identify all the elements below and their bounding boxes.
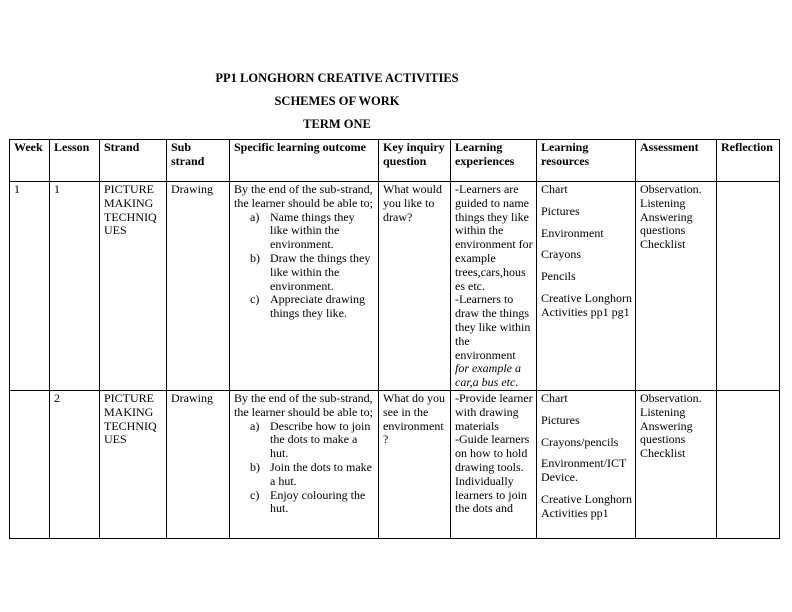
- assessment-item: Answering questions: [640, 418, 693, 447]
- table-row: [10, 390, 780, 538]
- resource-item: Chart: [541, 182, 568, 196]
- resource-item: Chart: [541, 390, 568, 405]
- resource-item: Crayons: [541, 247, 581, 262]
- experience-text: -Learners are guided to name things they like within the environment for example trees,cars,hous es etc.: [455, 182, 533, 293]
- outcome-item: Join the dots to make a hut.: [270, 459, 372, 488]
- reflection-cell: [717, 390, 780, 538]
- header-outcome: Specific learning outcome: [230, 140, 379, 182]
- header-assessment: Assessment: [636, 140, 717, 182]
- sub-strand-cell: Drawing: [167, 390, 230, 538]
- document-title: PP1 LONGHORN CREATIVE ACTIVITIES: [215, 71, 459, 85]
- question-cell: What would you like to draw?: [379, 182, 451, 391]
- experience-text: -Guide learners on how to hold drawing tools. Individually learners to join the dots and: [455, 432, 530, 516]
- resources-cell: [537, 390, 636, 538]
- outcome-item: Describe how to join the dots to make a hut.: [270, 418, 371, 461]
- week-cell: [10, 390, 50, 538]
- assessment-item: Observation.: [640, 182, 702, 196]
- outcome-cell: [230, 182, 379, 391]
- assessment-item: Observation.: [640, 390, 702, 405]
- header-question: Key inquiry question: [379, 140, 451, 182]
- resource-item: Environment: [541, 225, 604, 240]
- outcome-cell: [230, 390, 379, 538]
- header-resources: Learning resources: [537, 140, 636, 182]
- term-heading: TERM ONE: [303, 117, 371, 131]
- outcome-intro: By the end of the sub-strand, the learner should be able to;: [234, 390, 373, 419]
- document-subtitle: SCHEMES OF WORK: [274, 94, 400, 108]
- header-row: [10, 140, 780, 182]
- outcome-list: [234, 211, 375, 321]
- reflection-cell: [717, 182, 780, 391]
- resource-item: Crayons/pencils: [541, 434, 619, 449]
- resource-item: Creative Longhorn Activities pp1: [541, 491, 632, 520]
- outcome-item: Draw the things they like within the environment.: [270, 250, 371, 293]
- outcome-intro: By the end of the sub-strand, the learner should be able to;: [234, 182, 373, 210]
- experience-text: -Provide learner with drawing materials: [455, 390, 533, 433]
- experiences-cell: [451, 390, 537, 538]
- lesson-cell: 2: [50, 390, 100, 538]
- strand-cell: PICTURE MAKING TECHNIQ UES: [100, 390, 167, 538]
- resource-item: Pictures: [541, 203, 580, 218]
- resource-item: Pictures: [541, 412, 580, 427]
- assessment-item: Listening: [640, 195, 686, 210]
- lesson-cell: 1: [50, 182, 100, 391]
- resources-cell: [537, 182, 636, 391]
- outcome-item: Name things they like within the environment.: [270, 209, 355, 252]
- week-cell: 1: [10, 182, 50, 391]
- header-experiences: Learning experiences: [451, 140, 537, 182]
- question-cell: What do you see in the environment ?: [379, 390, 451, 538]
- outcome-item: Appreciate drawing things they like.: [270, 292, 365, 321]
- assessment-item: Checklist: [640, 237, 686, 252]
- experience-example: for example a car,a bus etc.: [455, 361, 521, 390]
- strand-cell: PICTURE MAKING TECHNIQ UES: [100, 182, 167, 391]
- sub-strand-cell: Drawing: [167, 182, 230, 391]
- resource-item: Environment/ICT Device.: [541, 456, 627, 485]
- header-week: Week: [10, 140, 50, 182]
- table-row: [10, 182, 780, 391]
- assessment-item: Listening: [640, 404, 686, 419]
- resource-item: Creative Longhorn Activities pp1 pg1: [541, 290, 632, 319]
- header-strand: Strand: [100, 140, 167, 182]
- header-sub-strand: Sub strand: [167, 140, 230, 182]
- scheme-of-work-table: [9, 139, 780, 539]
- header-reflection: Reflection: [717, 140, 780, 182]
- assessment-cell: [636, 390, 717, 538]
- header-lesson: Lesson: [50, 140, 100, 182]
- assessment-cell: [636, 182, 717, 391]
- resource-item: Pencils: [541, 269, 576, 284]
- outcome-item: Enjoy colouring the hut.: [270, 487, 366, 516]
- experiences-cell: [451, 182, 537, 391]
- assessment-item: Answering questions: [640, 209, 693, 238]
- experience-text: -Learners to draw the things they like within the environment: [455, 292, 531, 362]
- outcome-list: [234, 420, 375, 517]
- assessment-item: Checklist: [640, 446, 686, 461]
